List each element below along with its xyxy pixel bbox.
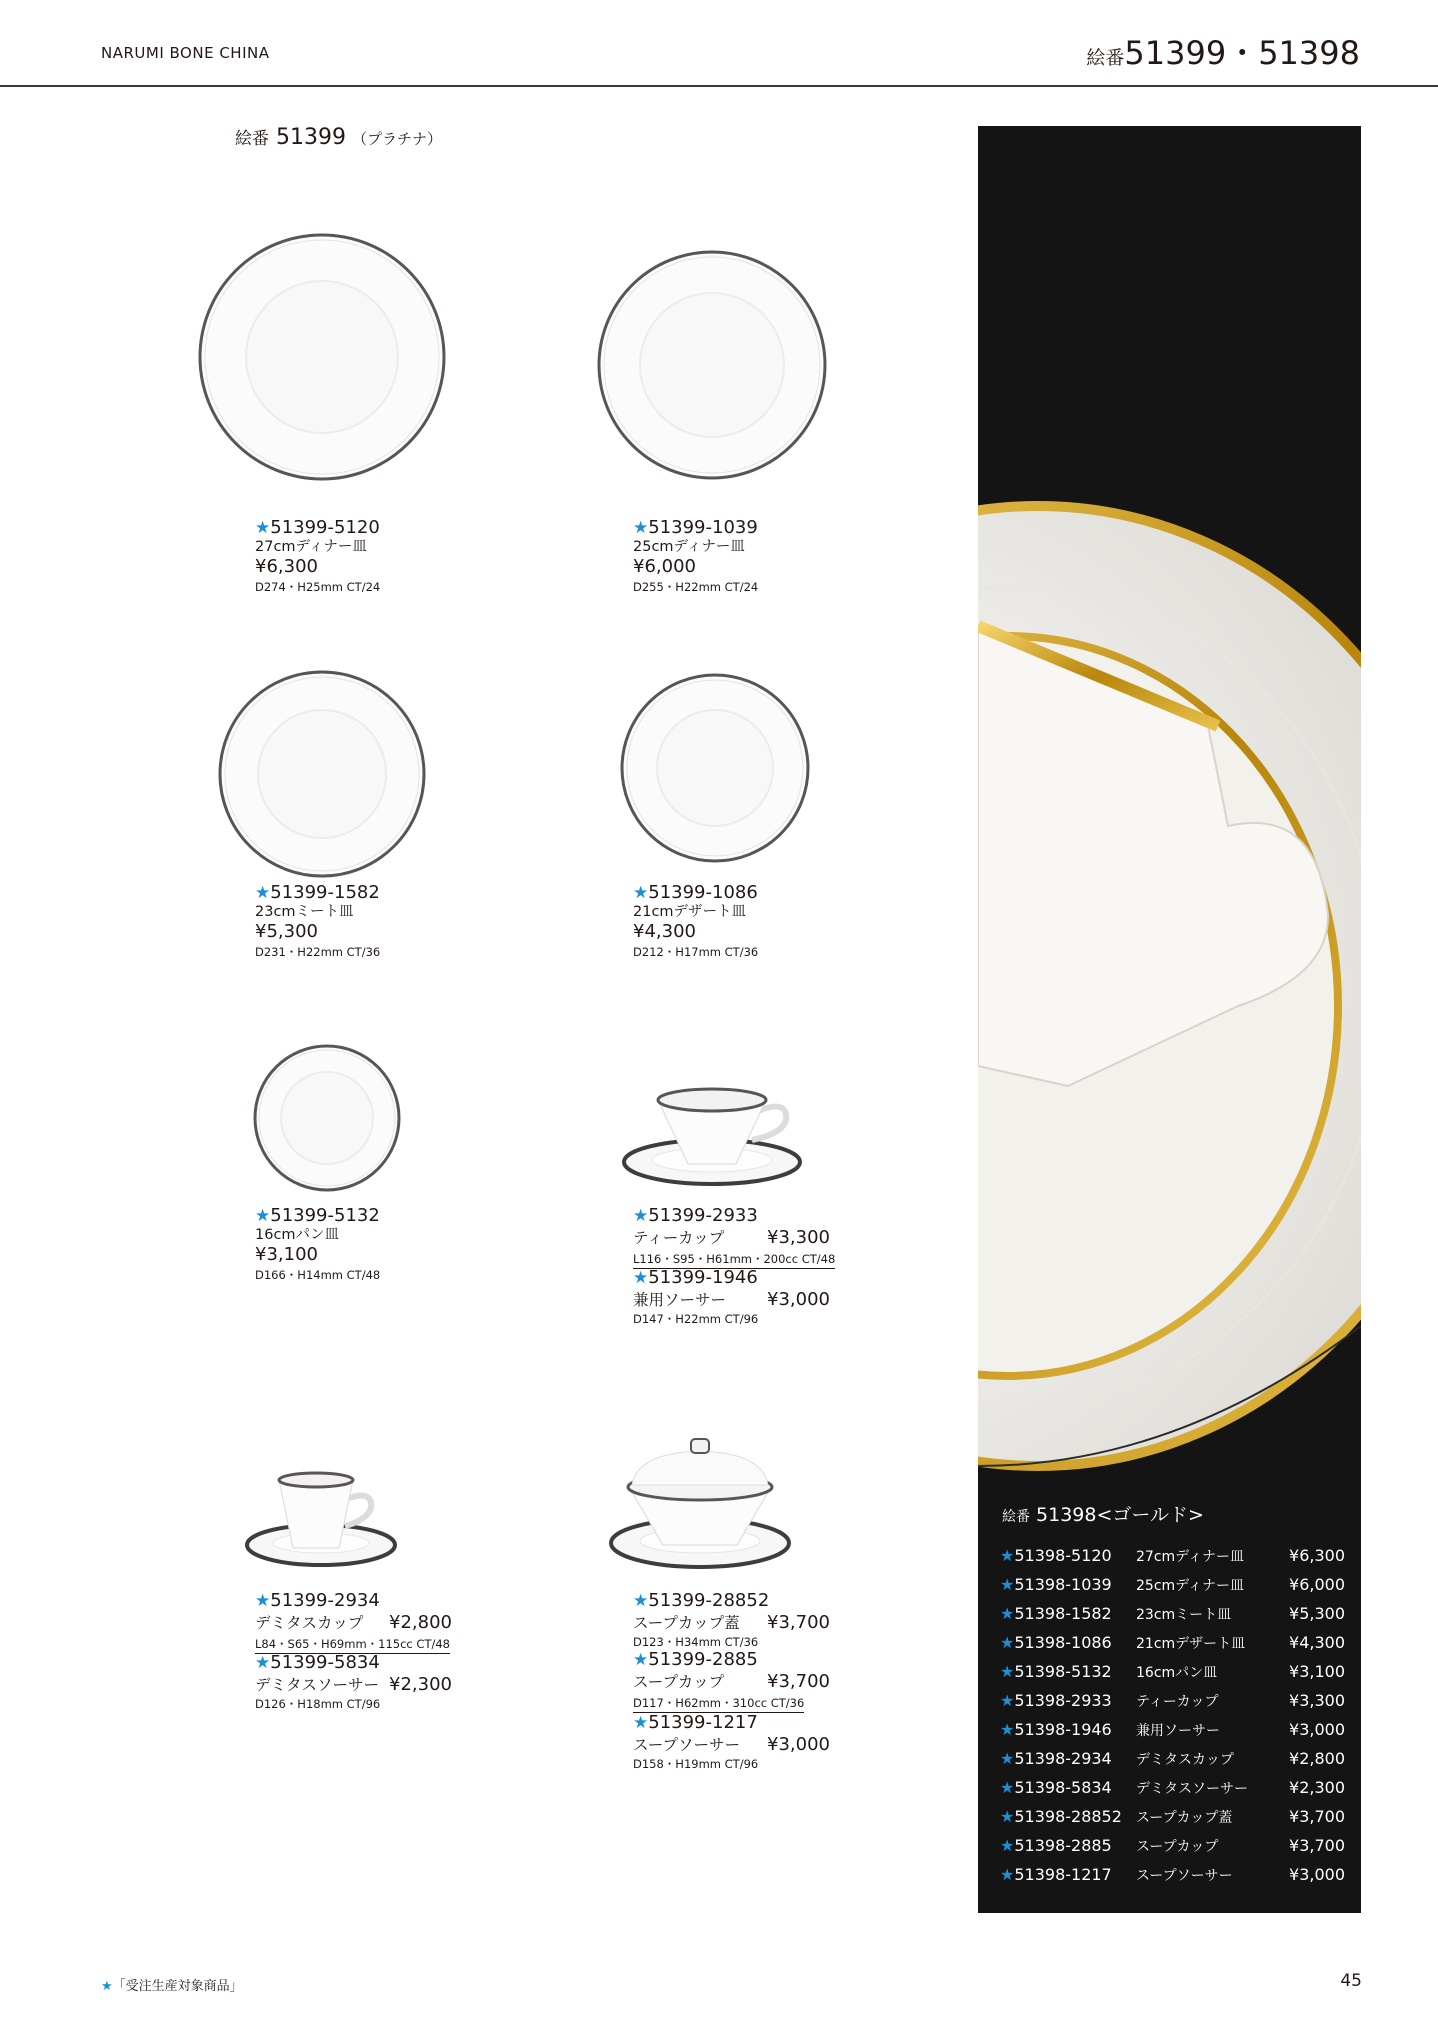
star-icon: ★ bbox=[255, 1591, 271, 1611]
gold-price: ¥3,000 bbox=[1289, 1720, 1345, 1739]
footnote bbox=[101, 1975, 243, 1994]
item-spec: D147・H22mm CT/96 bbox=[633, 1312, 759, 1327]
gold-code: 51398-5120 bbox=[1014, 1546, 1112, 1565]
gold-code: 51398-2934 bbox=[1014, 1749, 1112, 1768]
item-spec: D255・H22mm CT/24 bbox=[633, 579, 759, 594]
brand-name: NARUMI BONE CHINA bbox=[101, 44, 270, 62]
gold-price: ¥6,000 bbox=[1289, 1575, 1345, 1594]
star-icon: ★ bbox=[633, 1713, 649, 1733]
item-name: スープカップ蓋 bbox=[633, 1613, 740, 1632]
item-spec: L84・S65・H69mm・115cc CT/48 bbox=[255, 1638, 450, 1654]
item-51399-5834 bbox=[255, 1652, 452, 1712]
item-price: ¥3,700 bbox=[767, 1611, 830, 1633]
item-name: デミタスソーサー bbox=[255, 1675, 380, 1694]
item-spec: D158・H19mm CT/96 bbox=[633, 1757, 759, 1772]
item-name: デミタスカップ bbox=[255, 1613, 364, 1632]
item-spec: D274・H25mm CT/24 bbox=[255, 579, 381, 594]
item-price: ¥4,300 bbox=[633, 920, 696, 942]
gold-price: ¥3,700 bbox=[1289, 1836, 1345, 1855]
gold-name: 27cmディナー皿 bbox=[1136, 1548, 1245, 1565]
item-price: ¥2,300 bbox=[389, 1673, 452, 1695]
gold-price: ¥6,300 bbox=[1289, 1546, 1345, 1565]
gold-price: ¥3,300 bbox=[1289, 1691, 1345, 1710]
item-51399-2933 bbox=[633, 1205, 835, 1269]
item-51399-28852 bbox=[633, 1590, 830, 1650]
item-price: ¥6,000 bbox=[633, 555, 696, 577]
item-code: 51399-2885 bbox=[648, 1649, 758, 1670]
item-51399-1086 bbox=[633, 882, 758, 959]
item-name: 27cmディナー皿 bbox=[255, 538, 367, 555]
item-name: 23cmミート皿 bbox=[255, 903, 354, 920]
footnote-text: 「受注生産対象商品」 bbox=[112, 1979, 243, 1994]
item-51399-2934 bbox=[255, 1590, 452, 1654]
item-name: スープソーサー bbox=[633, 1735, 740, 1754]
item-code: 51399-1946 bbox=[648, 1267, 758, 1288]
star-icon: ★ bbox=[633, 1206, 649, 1226]
star-icon: ★ bbox=[1000, 1720, 1015, 1739]
section-number: 51399 bbox=[276, 125, 346, 150]
gold-photo-panel bbox=[978, 126, 1361, 1913]
item-spec: D126・H18mm CT/96 bbox=[255, 1697, 381, 1712]
item-51399-5120 bbox=[255, 517, 380, 594]
gold-row bbox=[1000, 1744, 1345, 1773]
page-number: 45 bbox=[1340, 1971, 1362, 1991]
plate-27cm-image bbox=[198, 233, 446, 481]
item-code: 51399-1086 bbox=[648, 882, 758, 903]
star-icon: ★ bbox=[1000, 1778, 1015, 1797]
item-price: ¥5,300 bbox=[255, 920, 318, 942]
item-price: ¥6,300 bbox=[255, 555, 318, 577]
star-icon: ★ bbox=[255, 518, 271, 538]
item-51399-5132 bbox=[255, 1205, 380, 1282]
gold-variant: <ゴールド> bbox=[1096, 1504, 1204, 1526]
gold-name: 16cmパン皿 bbox=[1136, 1664, 1218, 1681]
item-51399-1946 bbox=[633, 1267, 830, 1327]
gold-price: ¥5,300 bbox=[1289, 1604, 1345, 1623]
pattern-numbers: 51399・51398 bbox=[1124, 34, 1360, 72]
gold-name: デミタスカップ bbox=[1136, 1751, 1234, 1768]
section-variant: （プラチナ） bbox=[352, 130, 443, 148]
star-icon: ★ bbox=[633, 883, 649, 903]
star-icon: ★ bbox=[633, 518, 649, 538]
plate-21cm-image bbox=[620, 673, 810, 863]
star-icon: ★ bbox=[255, 1653, 271, 1673]
gold-name: スープカップ蓋 bbox=[1136, 1809, 1233, 1826]
gold-code: 51398-2933 bbox=[1014, 1691, 1112, 1710]
star-icon: ★ bbox=[1000, 1807, 1015, 1826]
gold-price: ¥2,800 bbox=[1289, 1749, 1345, 1768]
section-title bbox=[235, 124, 442, 150]
gold-row bbox=[1000, 1628, 1345, 1657]
gold-name: 25cmディナー皿 bbox=[1136, 1577, 1245, 1594]
gold-name: スープソーサー bbox=[1136, 1867, 1233, 1884]
item-spec: L116・S95・H61mm・200cc CT/48 bbox=[633, 1253, 835, 1269]
item-name: ティーカップ bbox=[633, 1228, 725, 1247]
item-code: 51399-28852 bbox=[648, 1590, 770, 1611]
gold-row bbox=[1000, 1802, 1345, 1831]
gold-row bbox=[1000, 1773, 1345, 1802]
item-price: ¥3,100 bbox=[255, 1243, 318, 1265]
gold-price-list bbox=[1000, 1541, 1345, 1889]
soup-cup-lid-saucer-image bbox=[607, 1433, 793, 1573]
star-icon: ★ bbox=[1000, 1865, 1015, 1884]
item-price: ¥3,000 bbox=[767, 1733, 830, 1755]
gold-row bbox=[1000, 1860, 1345, 1889]
star-icon: ★ bbox=[1000, 1691, 1015, 1710]
item-spec: D212・H17mm CT/36 bbox=[633, 944, 759, 959]
gold-name: デミタスソーサー bbox=[1136, 1780, 1248, 1797]
item-price: ¥2,800 bbox=[389, 1611, 452, 1633]
plate-16cm-image bbox=[253, 1044, 401, 1192]
item-code: 51399-2933 bbox=[648, 1205, 758, 1226]
plate-25cm-image bbox=[597, 250, 827, 480]
item-spec: D231・H22mm CT/36 bbox=[255, 944, 381, 959]
gold-code: 51398-5132 bbox=[1014, 1662, 1112, 1681]
gold-code: 51398-1582 bbox=[1014, 1604, 1112, 1623]
section-prefix: 絵番 bbox=[235, 129, 269, 149]
item-51399-2885 bbox=[633, 1649, 830, 1713]
gold-code: 51398-1039 bbox=[1014, 1575, 1112, 1594]
item-price: ¥3,700 bbox=[767, 1670, 830, 1692]
item-name: 21cmデザート皿 bbox=[633, 903, 747, 920]
item-spec: D123・H34mm CT/36 bbox=[633, 1635, 759, 1650]
item-code: 51399-1217 bbox=[648, 1712, 758, 1733]
gold-name: スープカップ bbox=[1136, 1838, 1219, 1855]
gold-number: 51398 bbox=[1036, 1504, 1097, 1526]
item-price: ¥3,300 bbox=[767, 1226, 830, 1248]
item-name: 兼用ソーサー bbox=[633, 1290, 727, 1309]
star-icon: ★ bbox=[1000, 1604, 1015, 1623]
gold-section-title bbox=[1002, 1500, 1204, 1527]
gold-price: ¥4,300 bbox=[1289, 1633, 1345, 1652]
star-icon: ★ bbox=[101, 1979, 113, 1994]
item-name: 25cmディナー皿 bbox=[633, 538, 745, 555]
item-spec: D166・H14mm CT/48 bbox=[255, 1267, 381, 1282]
star-icon: ★ bbox=[1000, 1662, 1015, 1681]
tea-cup-saucer-image bbox=[620, 1080, 806, 1190]
item-code: 51399-1582 bbox=[270, 882, 380, 903]
gold-row bbox=[1000, 1715, 1345, 1744]
gold-prefix: 絵番 bbox=[1002, 1509, 1030, 1525]
item-51399-1217 bbox=[633, 1712, 830, 1772]
star-icon: ★ bbox=[633, 1591, 649, 1611]
gold-price: ¥2,300 bbox=[1289, 1778, 1345, 1797]
star-icon: ★ bbox=[1000, 1633, 1015, 1652]
gold-row bbox=[1000, 1541, 1345, 1570]
item-price: ¥3,000 bbox=[767, 1288, 830, 1310]
gold-name: ティーカップ bbox=[1136, 1693, 1219, 1710]
star-icon: ★ bbox=[1000, 1546, 1015, 1565]
star-icon: ★ bbox=[1000, 1836, 1015, 1855]
star-icon: ★ bbox=[633, 1650, 649, 1670]
gold-name: 21cmデザート皿 bbox=[1136, 1635, 1246, 1652]
item-code: 51399-5120 bbox=[270, 517, 380, 538]
gold-row bbox=[1000, 1599, 1345, 1628]
item-spec: D117・H62mm・310cc CT/36 bbox=[633, 1697, 804, 1713]
gold-code: 51398-5834 bbox=[1014, 1778, 1112, 1797]
star-icon: ★ bbox=[633, 1268, 649, 1288]
gold-name: 兼用ソーサー bbox=[1136, 1722, 1220, 1739]
demitasse-cup-saucer-image bbox=[243, 1470, 399, 1570]
item-code: 51399-2934 bbox=[270, 1590, 380, 1611]
item-51399-1039 bbox=[633, 517, 758, 594]
gold-row bbox=[1000, 1831, 1345, 1860]
gold-code: 51398-2885 bbox=[1014, 1836, 1112, 1855]
gold-row bbox=[1000, 1657, 1345, 1686]
pattern-prefix: 絵番 bbox=[1086, 47, 1125, 69]
pattern-title bbox=[1086, 28, 1360, 74]
plate-23cm-image bbox=[218, 670, 426, 878]
star-icon: ★ bbox=[1000, 1575, 1015, 1594]
item-name: 16cmパン皿 bbox=[255, 1226, 340, 1243]
item-name: スープカップ bbox=[633, 1672, 725, 1691]
star-icon: ★ bbox=[255, 883, 271, 903]
item-code: 51399-5132 bbox=[270, 1205, 380, 1226]
item-code: 51399-5834 bbox=[270, 1652, 380, 1673]
gold-code: 51398-1946 bbox=[1014, 1720, 1112, 1739]
gold-code: 51398-28852 bbox=[1014, 1807, 1122, 1826]
star-icon: ★ bbox=[255, 1206, 271, 1226]
gold-price: ¥3,100 bbox=[1289, 1662, 1345, 1681]
item-code: 51399-1039 bbox=[648, 517, 758, 538]
gold-name: 23cmミート皿 bbox=[1136, 1606, 1232, 1623]
star-icon: ★ bbox=[1000, 1749, 1015, 1768]
gold-price: ¥3,700 bbox=[1289, 1807, 1345, 1826]
gold-row bbox=[1000, 1570, 1345, 1599]
gold-code: 51398-1217 bbox=[1014, 1865, 1112, 1884]
gold-code: 51398-1086 bbox=[1014, 1633, 1112, 1652]
gold-row bbox=[1000, 1686, 1345, 1715]
item-51399-1582 bbox=[255, 882, 380, 959]
gold-price: ¥3,000 bbox=[1289, 1865, 1345, 1884]
header-divider bbox=[0, 85, 1438, 87]
